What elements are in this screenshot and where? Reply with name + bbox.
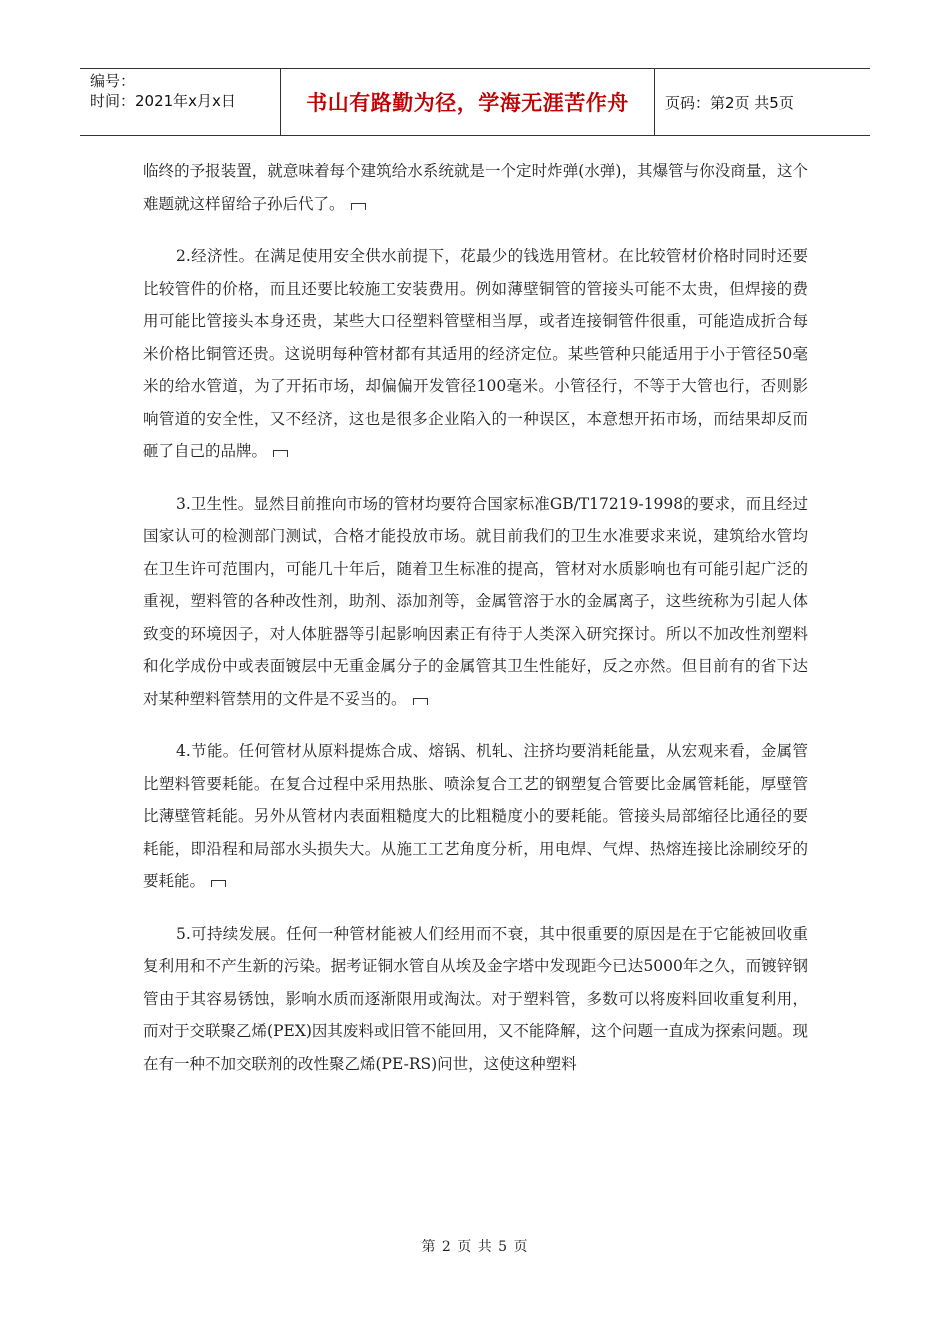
paragraph-text: 3.卫生性。显然目前推向市场的管材均要符合国家标准GB/T17219-1998的要求，而且经过国家认可的检测部门测试，合格才能投放市场。就目前我们的卫生水准要求来说，建筑给水管均在卫生许可范围内，可能几十年后，随着卫生标准的提高，管材对水质影响也有可能引起广泛的重视，塑料管的各种改性剂，助剂、添加剂等，金属管溶于水的金属离子，这些统称为引起人体致变的环境因子，对人体脏器等引起影响因素正有待于人类深入研究探讨。所以不加改性剂塑料和化学成份中或表面镀层中无重金属分子的金属管其卫生性能好，反之亦然。但目前有的省下达对某种塑料管禁用的文件是不妥当的。: [143, 494, 808, 708]
paragraph-text: 临终的予报装置，就意味着每个建筑给水系统就是一个定时炸弹(水弹)，其爆管与你没商量，这个难题就这样留给子孙后代了。: [143, 162, 808, 213]
document-body: [143, 155, 808, 1080]
header-right-cell: [655, 69, 870, 135]
paragraph: [143, 240, 808, 468]
paragraph-mark-icon: [413, 698, 428, 705]
header-table: [80, 68, 870, 136]
header-left-cell: [80, 69, 281, 135]
paragraph-mark-icon: [351, 203, 366, 210]
page-footer: 第 2 页 共 5 页: [421, 1239, 529, 1255]
motto-text: 书山有路勤为径，学海无涯苦作舟: [306, 91, 629, 115]
paragraph-text: 5.可持续发展。任何一种管材能被人们经用而不衰，其中很重要的原因是在于它能被回收重复利用和不产生新的污染。据考证铜水管自从埃及金字塔中发现距今已达5000年之久，而镀锌钢管由于其容易锈蚀，影响水质而逐渐限用或淘汰。对于塑料管，多数可以将废料回收重复利用，而对于交联聚乙烯(PEX)因其废料或旧管不能回用，又不能降解，这个问题一直成为探索问题。现在有一种不加交联剂的改性聚乙烯(PE-RS)问世，这使这种塑料: [143, 924, 808, 1073]
paragraph: [143, 918, 808, 1081]
page-info: 页码：第2页 共5页: [665, 93, 794, 112]
paragraph: [143, 488, 808, 716]
paragraph-text: 2.经济性。在满足使用安全供水前提下，花最少的钱选用管材。在比较管材价格时同时还要比较管件的价格，而且还要比较施工安装费用。例如薄壁铜管的管接头可能不太贵，但焊接的费用可能比管接头本身还贵，某些大口径塑料管壁相当厚，或者连接铜管件很重，可能造成折合每米价格比铜管还贵。这说明每种管材都有其适用的经济定位。某些管种只能适用于小于管径50毫米的给水管道，为了开拓市场，却偏偏开发管径100毫米。小管径行，不等于大管也行，否则影响管道的安全性，又不经济，这也是很多企业陷入的一种误区，本意想开拓市场，而结果却反而砸了自己的品牌。: [143, 247, 808, 460]
paragraph-mark-icon: [273, 450, 288, 457]
paragraph: [143, 735, 808, 898]
header-middle-cell: [281, 69, 655, 135]
paragraph-mark-icon: [211, 880, 226, 887]
paragraph-text: 4.节能。任何管材从原料提炼合成、熔锅、机轧、注挤均要消耗能量，从宏观来看，金属管比塑料管要耗能。在复合过程中采用热胀、喷涂复合工艺的钢塑复合管要比金属管耗能，厚壁管比薄壁管耗能。另外从管材内表面粗糙度大的比粗糙度小的要耗能。管接头局部缩径比通径的要耗能，即沿程和局部水头损失大。从施工工艺角度分析，用电焊、气焊、热熔连接比涂刷绞牙的要耗能。: [143, 742, 808, 890]
date-label: 时间：2021年x月x日: [90, 92, 236, 110]
paragraph: [143, 155, 808, 220]
doc-number-label: 编号：: [90, 72, 136, 90]
